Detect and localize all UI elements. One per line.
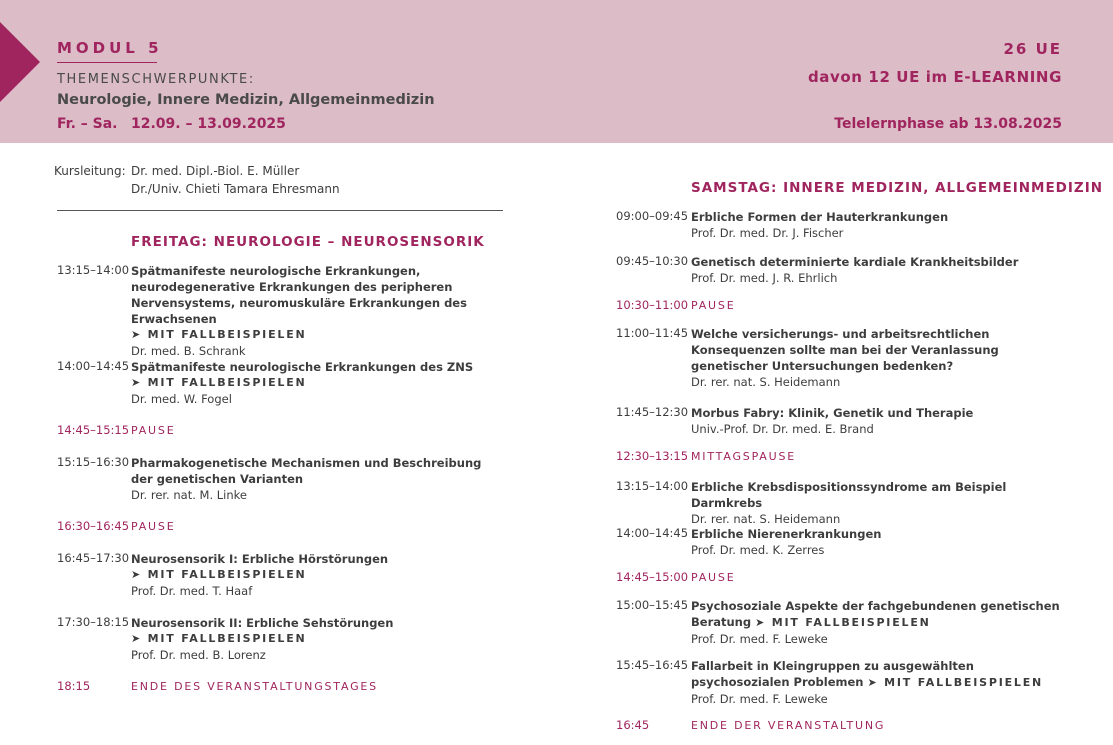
slot-speaker: Prof. Dr. med. F. Leweke [691,692,828,706]
fallbeispiel-marker: ➤ MIT FALLBEISPIELEN [131,376,307,389]
slot-title: Pharmakogenetische Mechanismen und Beschreibung der genetischen Varianten [131,456,482,486]
slot-time: 09:00–09:45 [616,209,689,223]
end-label: ENDE DES VERANSTALTUNGSTAGES [131,680,378,693]
slot-title: Neurosensorik I: Erbliche Hörstörungen [131,552,389,566]
slot-speaker: Univ.-Prof. Dr. Dr. med. E. Brand [691,422,874,436]
slot-title: Erbliche Formen der Hauterkrankungen [691,210,949,224]
slot-time: 14:45–15:15 [57,423,130,437]
fallbeispiel-marker: ➤ MIT FALLBEISPIELEN [867,676,1044,689]
pause-label: PAUSE [131,424,176,437]
slot-title: Erbliche Krebsdispositionssyndrome am Beispiel Darmkrebs [691,480,1007,510]
saturday-title: SAMSTAG: INNERE MEDIZIN, ALLGEMEINMEDIZIN [691,180,1104,196]
kursleitung-name: Dr./Univ. Chieti Tamara Ehresmann [131,182,340,196]
slot-time: 13:15–14:00 [57,263,130,277]
slot-title [691,598,1063,631]
kursleitung-name: Dr. med. Dipl.-Biol. E. Müller [131,164,300,178]
kursleitung-label: Kursleitung: [54,164,126,178]
slot-title: Genetisch determinierte kardiale Krankheitsbilder [691,255,1019,269]
date-days: Fr. – Sa. [57,116,118,132]
slot-title: Spätmanifeste neurologische Erkrankungen, neurodegenerative Erkrankungen des peripheren Nervensystems, neuromuskuläre Erkrankungen des Erwachsenen [131,264,467,326]
slot-speaker: Dr. med. B. Schrank [131,344,246,358]
pause-label: MITTAGSPAUSE [691,450,797,463]
slot-time: 15:00–15:45 [616,598,689,612]
slot-time: 14:00–14:45 [57,359,130,373]
slot-title-text: Psychosoziale Aspekte der fachgebundenen genetischen Beratung [691,599,1060,629]
slot-title [691,658,1063,691]
slot-time: 11:45–12:30 [616,405,689,419]
slot-title: Welche versicherungs- und arbeitsrechtlichen Konsequenzen sollte man bei der Veranlassung genetischer Untersuchungen bedenken? [691,327,999,373]
slot-speaker: Prof. Dr. med. T. Haaf [131,584,253,598]
telelernphase: Telelernphase ab 13.08.2025 [834,116,1062,132]
slot-speaker: Dr. rer. nat. M. Linke [131,488,247,502]
slot-time: 12:30–13:15 [616,449,689,463]
divider [57,210,503,211]
slot-speaker: Prof. Dr. med. J. R. Ehrlich [691,271,838,285]
slot-speaker: Dr. rer. nat. S. Heidemann [691,512,841,526]
slot-speaker: Dr. rer. nat. S. Heidemann [691,375,841,389]
date-range: 12.09. – 13.09.2025 [131,116,286,132]
slot-title-text: Fallarbeit in Kleingruppen zu ausgewählten psychosozialen Problemen [691,659,974,689]
module-title-underline [57,62,157,63]
module-header [0,0,1113,143]
slot-time: 14:45–15:00 [616,570,689,584]
fallbeispiel-marker: ➤ MIT FALLBEISPIELEN [131,632,307,645]
slot-speaker: Prof. Dr. med. F. Leweke [691,632,828,646]
ue-elearning: davon 12 UE im E-LEARNING [807,68,1062,86]
slot-time: 16:45–17:30 [57,551,130,565]
arrow-marker-icon [0,22,40,102]
slot-time: 16:45 [616,718,650,732]
slot-time: 11:00–11:45 [616,326,689,340]
friday-title: FREITAG: NEUROLOGIE – NEUROSENSORIK [131,234,485,250]
fallbeispiel-marker: ➤ MIT FALLBEISPIELEN [131,568,307,581]
pause-label: PAUSE [131,520,176,533]
slot-time: 14:00–14:45 [616,526,689,540]
slot-title: Spätmanifeste neurologische Erkrankungen des ZNS [131,360,474,374]
fallbeispiel-marker: ➤ MIT FALLBEISPIELEN [131,328,307,341]
pause-label: PAUSE [691,571,736,584]
slot-time: 13:15–14:00 [616,479,689,493]
slot-speaker: Prof. Dr. med. Dr. J. Fischer [691,226,844,240]
slot-time: 15:15–16:30 [57,455,130,469]
slot-speaker: Prof. Dr. med. K. Zerres [691,543,825,557]
slot-speaker: Dr. med. W. Fogel [131,392,232,406]
module-title: MODUL 5 [57,39,163,57]
pause-label: PAUSE [691,299,736,312]
slot-time: 17:30–18:15 [57,615,130,629]
slot-speaker: Prof. Dr. med. B. Lorenz [131,648,266,662]
slot-time: 15:45–16:45 [616,658,689,672]
slot-time: 16:30–16:45 [57,519,130,533]
theme-text: Neurologie, Innere Medizin, Allgemeinmedizin [57,92,435,108]
slot-title: Erbliche Nierenerkrankungen [691,527,882,541]
end-label: ENDE DER VERANSTALTUNG [691,719,886,732]
slot-time: 10:30–11:00 [616,298,689,312]
slot-time: 09:45–10:30 [616,254,689,268]
fallbeispiel-marker: ➤ MIT FALLBEISPIELEN [755,616,931,629]
slot-title: Neurosensorik II: Erbliche Sehstörungen [131,616,394,630]
slot-time: 18:15 [57,679,91,693]
ue-total: 26 UE [1003,40,1062,58]
slot-title: Morbus Fabry: Klinik, Genetik und Therapie [691,406,974,420]
theme-label: THEMENSCHWERPUNKTE: [57,72,255,87]
